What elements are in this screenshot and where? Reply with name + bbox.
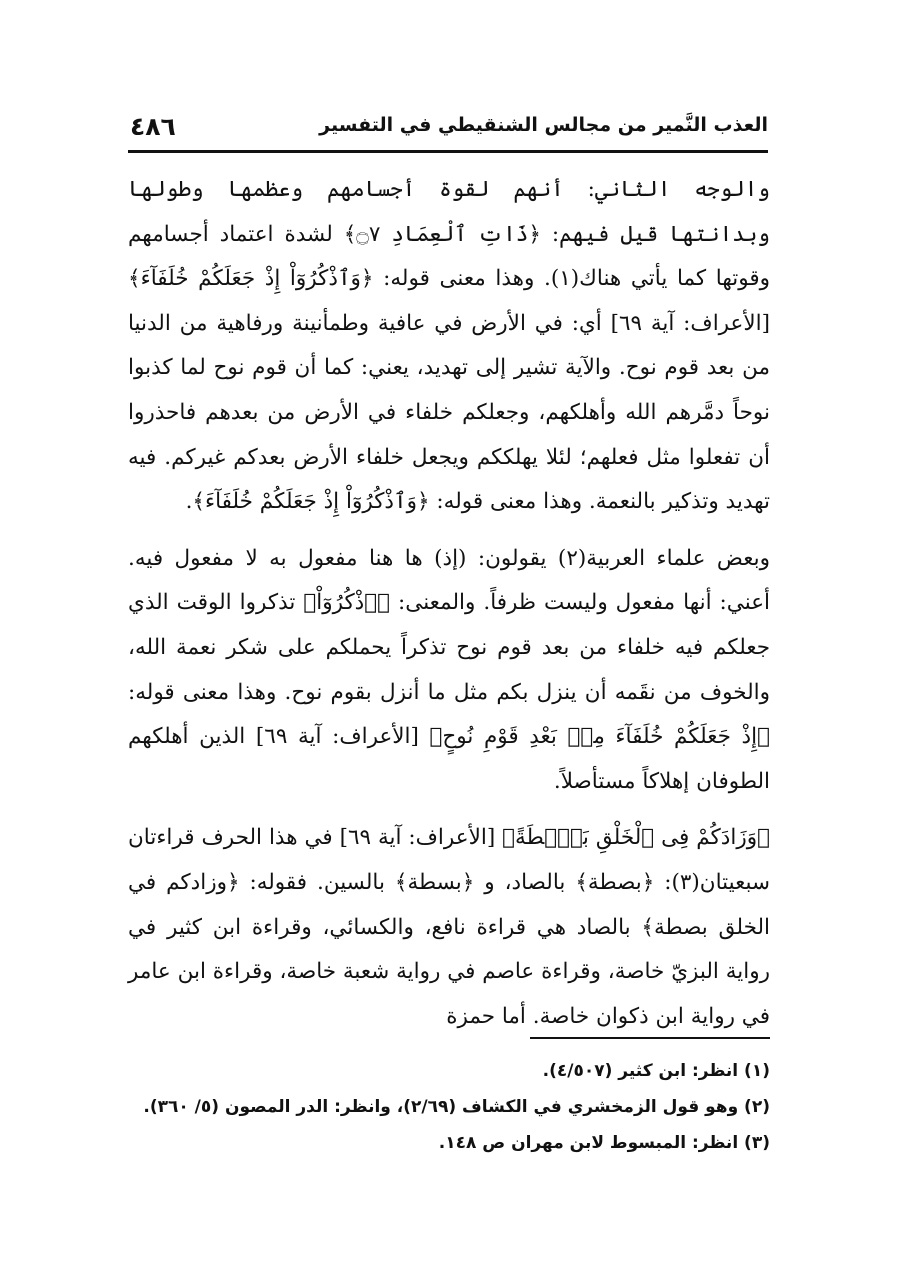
footnote-list bbox=[128, 1053, 770, 1161]
page-header bbox=[128, 108, 768, 153]
footnote: (١) انظر: ابن كثير (٤/٥٠٧). bbox=[542, 1061, 770, 1081]
running-title: العذب النَّمير من مجالس الشنقيطي في التفسير bbox=[319, 114, 768, 136]
page-number: ٤٨٦ bbox=[130, 112, 176, 141]
paragraph: وبعض علماء العربية(٢) يقولون: (إذ) ها هنا مفعول به لا مفعول فيه. أعني: أنها مفعول وليست ظرفاً. والمعنى: ﴿ٱذْكُرُوٓاْ﴾ تذكروا الوقت الذي جعلكم فيه خلفاء من بعد قوم نوح تذكراً يحملكم على شكر نعمة الله، والخوف من نقَمه أن ينزل بكم مثل ما أنزل بقوم نوح. وهذا معنى قوله: ﴿إِذْ جَعَلَكُمْ خُلَفَآءَ مِنۢ بَعْدِ قَوْمِ نُوحٍ﴾ [الأعراف: آية ٦٩] الذين أهلكهم الطوفان إهلاكاً مستأصلاً. bbox=[128, 545, 770, 794]
footnote: (٣) انظر: المبسوط لابن مهران ص ١٤٨. bbox=[438, 1133, 770, 1153]
paragraph: ﴿وَزَادَكُمْ فِى ٱلْخَلْقِ بَصْۜطَةً﴾ [الأعراف: آية ٦٩] في هذا الحرف قراءتان سبعيتان(٣): ﴿بصطة﴾ بالصاد، و ﴿بسطة﴾ بالسين. فقوله: ﴿وزادكم في الخلق بصطة﴾ بالصاد هي قراءة نافع، والكسائي، وقراءة ابن كثير في رواية البزيّ خاصة، وقراءة عاصم في رواية شعبة خاصة، وقراءة ابن عامر في رواية ابن ذكوان خاصة. أما حمزة bbox=[128, 825, 770, 1029]
footnote-separator bbox=[530, 1037, 770, 1039]
paragraph: والوجه الثاني: أنهم لقوة أجسامهم وعظمها وطولها وبدانتها قيل فيهم: ﴿ذَاتِ ٱلْعِمَادِ ۝٧﴾ لشدة اعتماد أجسامهم وقوتها كما يأتي هناك(١). وهذا معنى قوله: ﴿وَٱذْكُرُوٓاْ إِذْ جَعَلَكُمْ خُلَفَآءَ﴾ [الأعراف: آية ٦٩] أي: في الأرض في عافية وطمأنينة ورفاهية من الدنيا من بعد قوم نوح. والآية تشير إلى تهديد، يعني: كما أن قوم نوح لما كذبوا نوحاً دمَّرهم الله وأهلكهم، وجعلكم خلفاء في الأرض من بعدهم فاحذروا أن تفعلوا مثل فعلهم؛ لئلا يهلككم ويجعل خلفاء الأرض بعدكم غيركم. فيه تهديد وتذكير بالنعمة. وهذا معنى قوله: ﴿وَٱذْكُرُوٓاْ إِذْ جَعَلَكُمْ خُلَفَآءَ﴾. bbox=[128, 177, 770, 515]
body-text bbox=[128, 168, 770, 1039]
footnote: (٢) وهو قول الزمخشري في الكشاف (٢/٦٩)، وانظر: الدر المصون (٥/ ٣٦٠). bbox=[143, 1097, 770, 1117]
